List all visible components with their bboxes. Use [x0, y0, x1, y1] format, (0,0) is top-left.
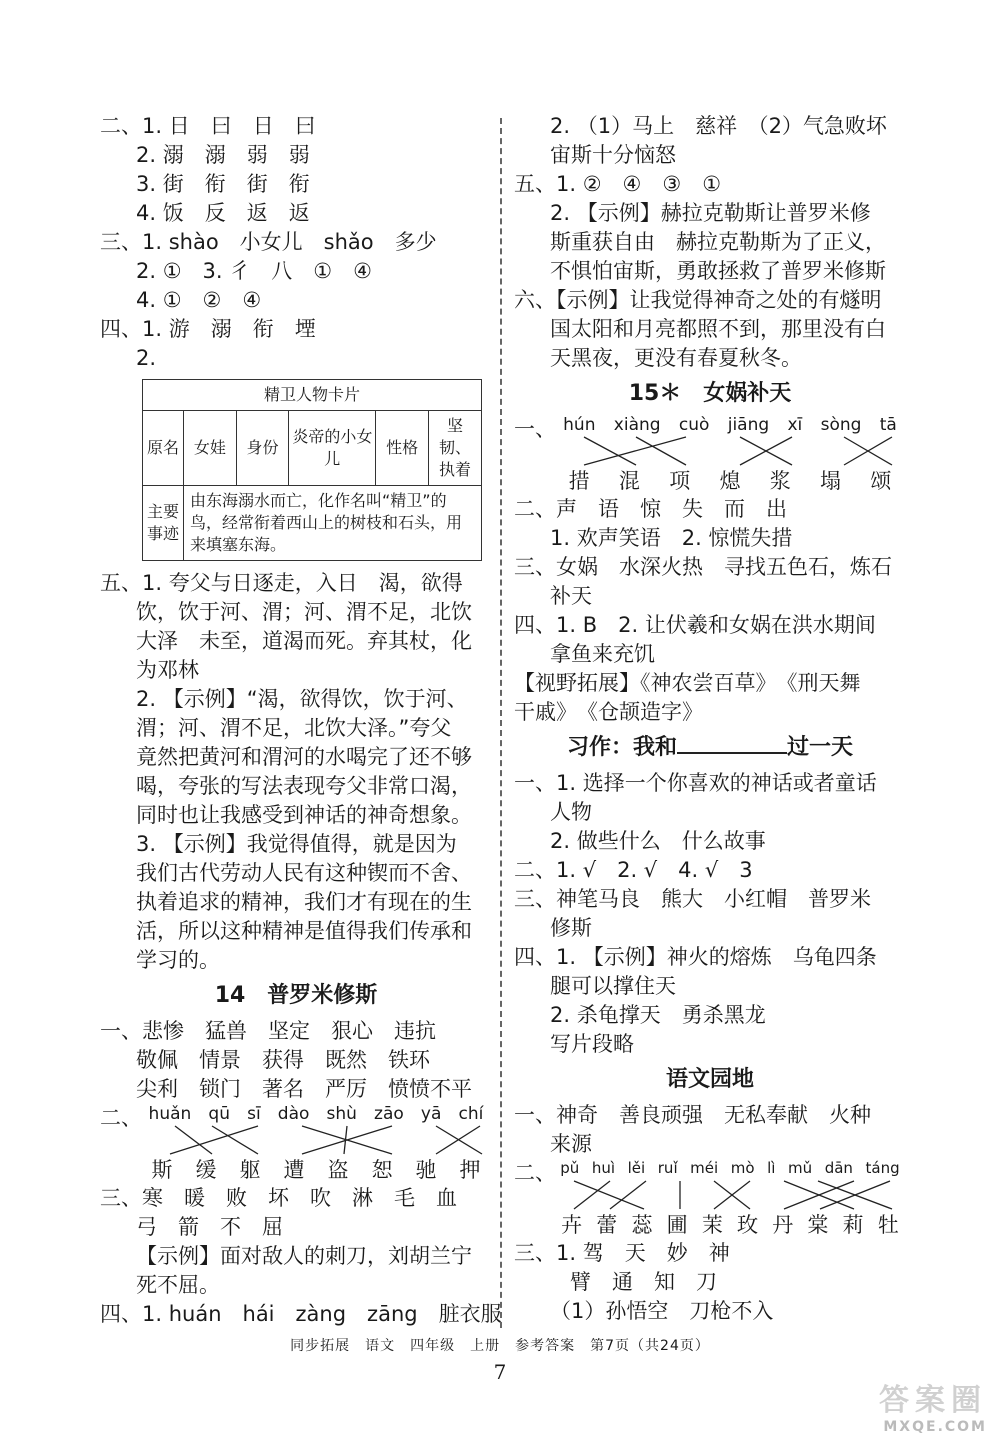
answer-line: 四、1. B 2. 让伏羲和女娲在洪水期间 [514, 613, 876, 637]
answer-line: 4. ① ② ④ [136, 288, 262, 312]
answer-line: 三、1. 驾 天 妙 神 [514, 1241, 730, 1265]
answer-line: 弓 箭 不 屈 [136, 1215, 283, 1239]
character-card-table [142, 379, 482, 561]
answer-line: 2. 【示例】“渴，欲得饮，饮于河、 [136, 687, 468, 711]
answer-line: 尖利 锁门 著名 严厉 愤愤不平 [136, 1077, 472, 1101]
lesson-title: 15＊ 女娲补天 [628, 381, 792, 406]
character: 措 [568, 469, 590, 493]
answer-line: 二、1. √ 2. √ 4. √ 3 [514, 858, 753, 882]
pinyin: huì [591, 1159, 616, 1177]
card-cell: 女娃 [184, 411, 237, 486]
card-cell: 主要事迹 [143, 486, 184, 561]
pinyin-matching [514, 415, 906, 495]
pinyin: shù [326, 1104, 357, 1124]
pinyin: lěi [627, 1159, 646, 1177]
answer-line: 五、1. 夸父与日逐走，入日 渴，欲得 [100, 571, 463, 595]
page-footer: 同步拓展 语文 四年级 上册 参考答案 第7页（共24页） [290, 1338, 710, 1354]
answer-line: 三、女娲 水深火热 寻找五色石，炼石 [514, 555, 892, 579]
answer-line: 敬佩 情景 获得 既然 铁环 [136, 1048, 430, 1072]
answer-line: 臂 通 知 刀 [570, 1270, 717, 1294]
card-cell: 身份 [236, 411, 289, 486]
answer-line: 三、寒 暖 败 坏 吹 淋 毛 血 [100, 1186, 457, 1210]
character: 驰 [415, 1158, 437, 1182]
watermark-text: 答案圈 [879, 1383, 987, 1418]
character: 遭 [283, 1158, 305, 1182]
character: 莉 [842, 1213, 864, 1237]
answer-line: 2. [136, 346, 157, 370]
card-story: 由东海溺水而亡，化作名叫“精卫”的鸟，经常衔着西山上的树枝和石头，用来填塞东海。 [184, 486, 482, 561]
answer-line: 宙斯十分恼怒 [550, 143, 676, 167]
card-cell: 坚韧、执着 [429, 411, 482, 486]
character: 塌 [820, 469, 842, 493]
character: 押 [459, 1158, 481, 1182]
character: 浆 [769, 469, 791, 493]
answer-line: 补天 [550, 584, 592, 608]
answer-line: 大泽 未至，道渴而死。弃其杖，化 [136, 629, 472, 653]
character: 躯 [239, 1158, 261, 1182]
page-number: 7 [493, 1360, 507, 1384]
pinyin: táng [865, 1159, 900, 1177]
pinyin: méi [690, 1159, 719, 1177]
watermark-url: MXQE.COM [883, 1419, 987, 1435]
answer-line: 1. 欢声笑语 2. 惊慌失措 [550, 526, 793, 550]
answer-line: 六、【示例】让我觉得神奇之处的有燧明 [514, 288, 882, 312]
pinyin: sòng [820, 415, 862, 435]
answer-line: 为邓林 [136, 658, 199, 682]
answer-line: 2. 【示例】赫拉克勒斯让普罗米修 [550, 201, 871, 225]
pinyin: yā [420, 1104, 442, 1124]
answer-line: 二、声 语 惊 失 而 出 [514, 497, 787, 521]
character: 缓 [195, 1158, 217, 1182]
answer-line: 四、1. 游 溺 衔 堙 [100, 317, 316, 341]
answer-line: 一、1. 选择一个你喜欢的神话或者童话 [514, 771, 877, 795]
answer-line: 同时也让我感受到神话的神奇想象。 [136, 803, 472, 827]
writing-title-end: 过一天 [787, 735, 854, 760]
pinyin: dào [277, 1104, 310, 1124]
pinyin: jiāng [727, 415, 770, 435]
answer-line: 4. 饭 反 返 返 [136, 201, 310, 225]
character: 熄 [719, 469, 741, 493]
card-cell: 性格 [376, 411, 429, 486]
character: 玫 [737, 1213, 759, 1237]
pinyin: xī [787, 415, 803, 435]
answer-line: 学习的。 [136, 948, 220, 972]
character: 盗 [327, 1158, 349, 1182]
answer-line: 3. 【示例】我觉得值得，就是因为 [136, 832, 457, 856]
matching-lines [514, 1159, 906, 1239]
card-cell: 原名 [143, 411, 184, 486]
matching-lines [100, 1104, 492, 1184]
answer-line: 腿可以撑住天 [550, 974, 676, 998]
pinyin: sī [247, 1104, 261, 1124]
section-prefix: 二、 [514, 1161, 556, 1185]
answer-line: 三、1. shào 小女儿 shǎo 多少 [100, 230, 437, 254]
answer-line: 2. （1）马上 慈祥 （2）气急败坏 [550, 114, 887, 138]
pinyin: mǔ [788, 1159, 813, 1177]
answer-line: 渭；河、渭不足，北饮大泽。”夸父 [136, 716, 452, 740]
pinyin: dān [824, 1159, 853, 1177]
character: 丹 [772, 1213, 794, 1237]
answer-line: 饮，饮于河、渭；河、渭不足，北饮 [136, 600, 472, 624]
answer-line: 三、神笔马良 熊大 小红帽 普罗米 [514, 887, 871, 911]
lesson-title: 14 普罗米修斯 [214, 983, 378, 1008]
answer-line: 竟然把黄河和渭河的水喝完了还不够 [136, 745, 472, 769]
character: 斯 [151, 1158, 173, 1182]
answer-line: 死不屈。 [136, 1273, 220, 1297]
character: 卉 [561, 1213, 583, 1237]
character: 圃 [666, 1213, 688, 1237]
answer-line: 人物 [550, 800, 592, 824]
pinyin: pǔ [560, 1159, 580, 1177]
pinyin: mò [730, 1159, 755, 1177]
right-column [514, 112, 906, 1326]
answer-line: 不惧怕宙斯，勇敢拯救了普罗米修斯 [550, 259, 886, 283]
answer-line: 五、1. ② ④ ③ ① [514, 172, 722, 196]
pinyin: tā [879, 415, 897, 435]
answer-line: 2. 杀龟撑天 勇杀黑龙 [550, 1003, 766, 1027]
answer-line: 四、1. huán hái zàng zāng 脏衣服 [100, 1302, 502, 1326]
card-title: 精卫人物卡片 [143, 380, 482, 411]
pinyin: lì [767, 1159, 776, 1177]
answer-line: 来源 [550, 1132, 592, 1156]
answer-line: 四、1. 【示例】神火的熔炼 乌龟四条 [514, 945, 877, 969]
column-divider [500, 118, 502, 1328]
pinyin: chí [458, 1104, 484, 1124]
pinyin-matching [514, 1159, 906, 1239]
pinyin: ruǐ [657, 1159, 678, 1177]
card-cell: 炎帝的小女儿 [289, 411, 376, 486]
answer-line: 2. ① 3. 彳 八 ① ④ [136, 259, 372, 283]
character: 蕾 [596, 1213, 618, 1237]
character: 蕊 [631, 1213, 653, 1237]
character: 混 [618, 469, 640, 493]
answer-line: 2. 溺 溺 弱 弱 [136, 143, 310, 167]
character: 项 [669, 469, 691, 493]
pinyin: qū [208, 1104, 230, 1124]
answer-line: 我们古代劳动人民有这种锲而不舍、 [136, 861, 472, 885]
character: 颂 [870, 469, 892, 493]
character: 茉 [701, 1213, 723, 1237]
answer-line: 一、悲惨 猛兽 坚定 狠心 违抗 [100, 1019, 436, 1043]
answer-line: 【视野拓展】《神农尝百草》 《刑天舞 [514, 671, 861, 695]
pinyin: cuò [678, 415, 710, 435]
character: 牡 [877, 1213, 899, 1237]
pinyin-matching [100, 1104, 492, 1184]
answer-line: 一、神奇 善良顽强 无私奉献 火种 [514, 1103, 871, 1127]
answer-line: 拿鱼来充饥 [550, 642, 655, 666]
answer-line: 活，所以这种精神是值得我们传承和 [136, 919, 472, 943]
answer-line: 3. 街 衔 街 衔 [136, 172, 310, 196]
answer-line: 【示例】面对敌人的刺刀，刘胡兰宁 [136, 1244, 472, 1268]
answer-line: 二、1. 日 曰 日 曰 [100, 114, 316, 138]
answer-line: 写片段略 [550, 1032, 634, 1056]
character: 恕 [371, 1158, 393, 1182]
matching-lines [514, 415, 906, 495]
answer-line: 修斯 [550, 916, 592, 940]
pinyin: xiàng [613, 415, 661, 435]
section-title: 语文园地 [665, 1067, 754, 1092]
answer-line: 天黑夜，更没有春夏秋冬。 [550, 346, 802, 370]
pinyin: huǎn [148, 1104, 192, 1124]
writing-title [514, 731, 906, 765]
section-prefix: 一、 [514, 417, 556, 441]
writing-title-start: 习作：我和 [566, 735, 677, 760]
pinyin: zāo [374, 1104, 404, 1124]
pinyin: hún [563, 415, 596, 435]
answer-line: 执着追求的精神，我们才有现在的生 [136, 890, 472, 914]
answer-line: 2. 做些什么 什么故事 [550, 829, 766, 853]
answer-line: 干戚》 《仓颉造字》 [514, 700, 703, 724]
character: 棠 [807, 1213, 829, 1237]
fill-blank [677, 732, 787, 754]
left-column [100, 112, 502, 1329]
answer-line: （1）孙悟空 刀枪不入 [550, 1299, 774, 1323]
answer-line: 喝，夸张的写法表现夸父非常口渴， [136, 774, 472, 798]
site-watermark [615, 1375, 995, 1435]
section-prefix: 二、 [100, 1106, 142, 1130]
answer-line: 国太阳和月亮都照不到，那里没有白 [550, 317, 886, 341]
answer-line: 斯重获自由 赫拉克勒斯为了正义， [550, 230, 886, 254]
